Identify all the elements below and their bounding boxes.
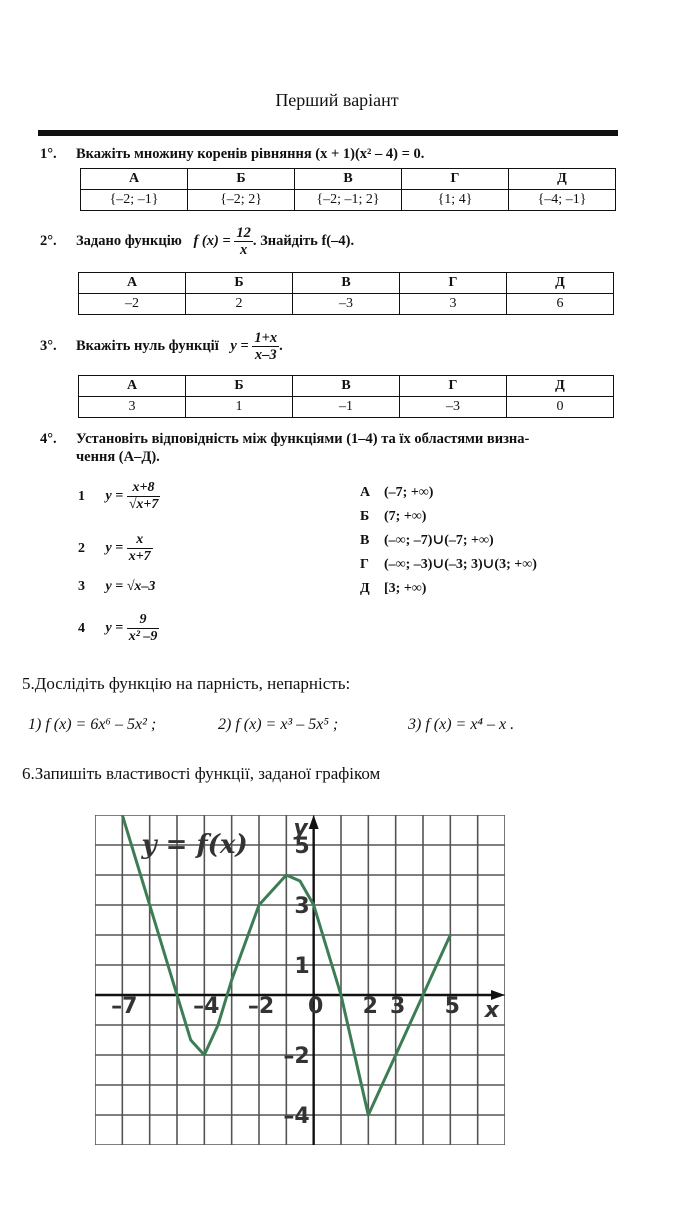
domain-item (360, 577, 537, 601)
option-v[interactable]: В (295, 169, 402, 190)
option-d[interactable]: Д (507, 273, 614, 294)
option-d[interactable]: Д (507, 376, 614, 397)
y-tick-label: 5 (294, 834, 310, 859)
function-item-number: 3 (78, 579, 85, 594)
domain-item (360, 553, 537, 577)
title-rule (38, 130, 618, 136)
function-item-num: x (127, 532, 153, 549)
function-label: y = f(x) (141, 830, 248, 860)
domain-item (360, 505, 537, 529)
answer-g: {1; 4} (402, 190, 509, 211)
answer-g: 3 (400, 294, 507, 315)
answer-a: –2 (79, 294, 186, 315)
question-2-func-lhs: f (x) = (193, 232, 231, 249)
question-2 (40, 225, 354, 258)
question-6-text: 6.Запишіть властивості функції, заданої графіком (22, 764, 381, 783)
answer-g: –3 (400, 397, 507, 418)
page-title: Перший варіант (275, 90, 399, 110)
function-item-number: 4 (78, 620, 85, 636)
question-3-den: x–3 (254, 347, 277, 363)
function-item-fraction (127, 480, 161, 513)
option-b[interactable]: Б (188, 169, 295, 190)
question-3-fraction (252, 330, 279, 363)
option-b[interactable]: Б (186, 273, 293, 294)
question-2-text-before: Задано функцію (76, 232, 182, 249)
y-axis-arrow (309, 815, 319, 829)
option-v[interactable]: В (293, 273, 400, 294)
x-tick-label: 0 (308, 994, 324, 1019)
function-item-den: √x+7 (128, 497, 159, 512)
question-3-text-before: Вкажіть нуль функції (76, 337, 219, 354)
option-a[interactable]: А (81, 169, 188, 190)
question-3-num: 1+x (254, 330, 278, 346)
y-tick-label: –4 (283, 1104, 310, 1129)
question-4-text-line2: чення (А–Д). (76, 449, 160, 465)
function-item-number: 2 (78, 540, 85, 556)
question-3-func-lhs: y = (230, 337, 249, 354)
answer-v: –3 (293, 294, 400, 315)
domain-value: (–7; +∞) (384, 485, 434, 500)
y-tick-label: 3 (294, 894, 310, 919)
function-item-1 (78, 480, 160, 513)
question-2-number: 2°. (40, 232, 57, 249)
option-v[interactable]: В (293, 376, 400, 397)
answer-b: 2 (186, 294, 293, 315)
question-5-item-3: 3) f (x) = x⁴ – x . (408, 716, 515, 733)
function-item-number: 1 (78, 488, 85, 504)
function-item-den: x² –9 (128, 629, 158, 644)
option-b[interactable]: Б (186, 376, 293, 397)
question-1-answer-table (80, 168, 616, 211)
x-tick-label: 5 (444, 994, 460, 1019)
function-graph (95, 815, 505, 1145)
answer-a: 3 (79, 397, 186, 418)
question-3-answer-table (78, 375, 614, 418)
question-3-number: 3°. (40, 337, 57, 354)
question-5-item-1: 1) f (x) = 6x⁶ – 5x² ; (28, 716, 157, 733)
domain-letter: Д (360, 581, 370, 596)
answer-d: 0 (507, 397, 614, 418)
domain-value: [3; +∞) (384, 581, 427, 596)
answer-v: –1 (293, 397, 400, 418)
option-d[interactable]: Д (509, 169, 616, 190)
option-g[interactable]: Г (402, 169, 509, 190)
function-graph-svg (95, 815, 505, 1145)
y-tick-label: –2 (283, 1044, 310, 1069)
function-item-lhs: y = (105, 488, 124, 504)
x-tick-label: –4 (193, 994, 220, 1019)
domain-value: (–∞; –3)∪(–3; 3)∪(3; +∞) (384, 557, 537, 572)
option-a[interactable]: А (79, 273, 186, 294)
answer-b: 1 (186, 397, 293, 418)
question-3-text-after: . (279, 337, 283, 354)
y-axis-label: y (293, 816, 308, 841)
y-tick-label: 1 (294, 954, 310, 979)
question-2-den: x (239, 242, 248, 258)
option-g[interactable]: Г (400, 376, 507, 397)
function-item-fraction (127, 612, 160, 645)
question-2-fraction (234, 225, 253, 258)
function-item-text: y = √x–3 (105, 579, 156, 594)
question-1-number: 1°. (40, 146, 57, 162)
x-tick-label: 3 (390, 994, 406, 1019)
answer-v: {–2; –1; 2} (295, 190, 402, 211)
option-a[interactable]: А (79, 376, 186, 397)
domain-item (360, 529, 537, 553)
x-tick-label: –2 (247, 994, 275, 1019)
answer-d: 6 (507, 294, 614, 315)
domain-letter: Б (360, 509, 370, 524)
function-item-den: x+7 (128, 549, 151, 564)
question-3 (40, 330, 283, 363)
question-5-item-2: 2) f (x) = x³ – 5x⁵ ; (218, 716, 339, 733)
domain-list (360, 481, 537, 601)
function-item-fraction (127, 532, 153, 565)
function-item-num: x+8 (127, 480, 161, 497)
question-2-answer-table (78, 272, 614, 315)
x-axis-label: x (484, 998, 499, 1023)
domain-letter: В (360, 533, 370, 548)
answer-b: {–2; 2} (188, 190, 295, 211)
domain-letter: Г (360, 557, 369, 572)
domain-item (360, 481, 537, 505)
domain-value: (–∞; –7)∪(–7; +∞) (384, 533, 494, 548)
function-item-4 (78, 612, 159, 645)
question-1 (40, 145, 424, 163)
function-item-lhs: y = (105, 540, 124, 556)
option-g[interactable]: Г (400, 273, 507, 294)
answer-a: {–2; –1} (81, 190, 188, 211)
question-5-text: 5.Дослідіть функцію на парність, непарність: (22, 674, 351, 693)
function-item-num: 9 (127, 612, 160, 629)
question-2-num: 12 (236, 225, 251, 241)
question-1-text: Вкажіть множину коренів рівняння (x + 1)(x² – 4) = 0. (76, 146, 425, 162)
question-4 (40, 430, 620, 466)
function-item-2 (78, 532, 153, 565)
question-2-text-after: . Знайдіть f(–4). (252, 232, 355, 249)
function-item-3 (78, 578, 155, 596)
x-tick-label: 2 (362, 994, 378, 1019)
question-4-text-line1: Установіть відповідність між функціями (1–4) та їх областями визна- (76, 431, 530, 447)
domain-letter: А (360, 485, 371, 500)
domain-value: (7; +∞) (384, 509, 427, 524)
answer-d: {–4; –1} (509, 190, 616, 211)
question-4-number: 4°. (40, 431, 57, 447)
x-tick-label: –7 (111, 994, 138, 1019)
function-item-lhs: y = (105, 620, 124, 636)
